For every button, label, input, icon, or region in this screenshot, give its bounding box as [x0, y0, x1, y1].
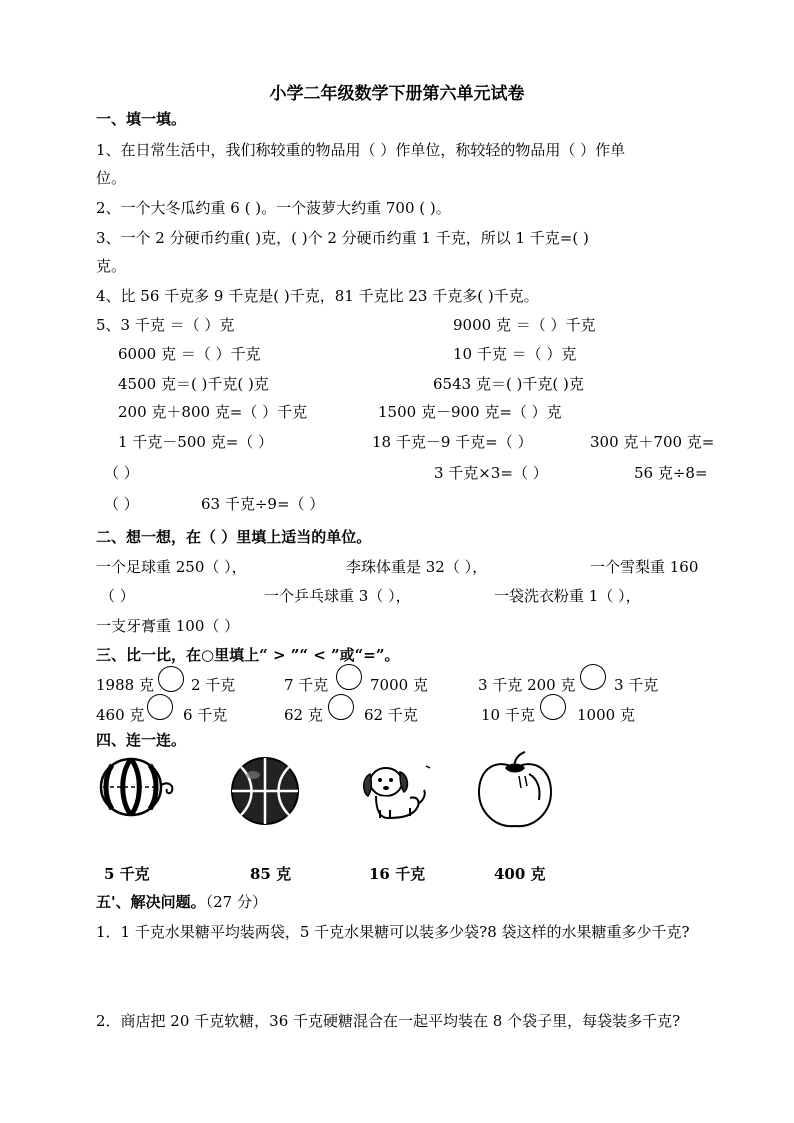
conversion-item: 3 千克×3=（ ） — [434, 464, 548, 482]
conversion-item: （ ） — [104, 464, 139, 482]
unit-question: 一个足球重 250（ ）， — [96, 558, 247, 576]
conversion-item: 6000 克 ＝（ ）千克 — [118, 345, 261, 363]
section-1-heading: 一、填一填。 — [96, 110, 187, 128]
conversion-item: 1 千克－500 克=（ ） — [118, 433, 274, 451]
watermelon-icon[interactable] — [98, 755, 180, 819]
compare-left: 7 千克 — [284, 676, 329, 694]
section-4-heading: 四、连一连。 — [96, 731, 187, 749]
conversion-item: 6543 克＝( )千克( )克 — [433, 375, 584, 393]
compare-circle[interactable] — [328, 694, 354, 720]
compare-left: 3 千克 200 克 — [478, 676, 576, 694]
compare-circle[interactable] — [147, 694, 173, 720]
compare-right: 7000 克 — [370, 676, 428, 694]
puppy-icon[interactable] — [356, 760, 432, 824]
section-5-score: （27 分） — [205, 893, 267, 911]
weight-label: 400 克 — [494, 865, 546, 883]
section-3-heading: 三、比一比，在○里填上“ > ”“ < ”或“=”。 — [96, 646, 400, 664]
compare-left: 1988 克 — [96, 676, 154, 694]
word-problem-2: 2．商店把 20 千克软糖，36 千克硬糖混合在一起平均装在 8 个袋子里，每袋装多千克? — [96, 1012, 681, 1030]
page-title: 小学二年级数学下册第六单元试卷 — [269, 84, 525, 104]
conversion-item: 10 千克 ＝（ ）克 — [453, 345, 577, 363]
compare-right: 62 千克 — [364, 706, 418, 724]
unit-question: 一个乒乓球重 3（ ）， — [264, 587, 411, 605]
unit-question: 一支牙膏重 100（ ） — [96, 617, 240, 635]
conversion-item: 9000 克 ＝（ ）千克 — [453, 316, 596, 334]
unit-question: 一个雪梨重 160 — [590, 558, 699, 576]
question-1-line-1: 1、在日常生活中，我们称较重的物品用（ ）作单位，称较轻的物品用（ ）作单 — [96, 141, 626, 159]
weight-label: 16 千克 — [369, 865, 426, 883]
question-4: 4、比 56 千克多 9 千克是( )千克，81 千克比 23 千克多( )千克。 — [96, 287, 539, 305]
section-5-heading-line — [96, 892, 267, 912]
conversion-item: 18 千克－9 千克=（ ） — [372, 433, 533, 451]
unit-question: 一袋洗衣粉重 1（ ）， — [494, 587, 641, 605]
conversion-item: 300 克＋700 克= — [590, 433, 715, 451]
compare-circle[interactable] — [158, 666, 184, 692]
compare-right: 3 千克 — [614, 676, 659, 694]
compare-right: 2 千克 — [191, 676, 236, 694]
compare-right: 6 千克 — [183, 706, 228, 724]
weight-label: 85 克 — [250, 865, 292, 883]
compare-circle[interactable] — [580, 664, 606, 690]
basketball-icon[interactable] — [229, 755, 301, 827]
conversion-item: （ ） — [104, 495, 139, 513]
conversion-item: 1500 克－900 克=（ ）克 — [378, 403, 562, 421]
compare-circle[interactable] — [540, 694, 566, 720]
conversion-item: 56 克÷8= — [634, 464, 708, 482]
section-2-heading: 二、想一想，在（ ）里填上适当的单位。 — [96, 528, 372, 546]
compare-left: 10 千克 — [481, 706, 535, 724]
question-3-line-1: 3、一个 2 分硬币约重( )克，( )个 2 分硬币约重 1 千克，所以 1 千克=( ) — [96, 229, 589, 247]
section-5-heading: 五'、解决问题。 — [96, 893, 206, 911]
apple-icon[interactable] — [475, 750, 555, 830]
compare-circle[interactable] — [336, 664, 362, 690]
unit-question: 李珠体重是 32（ ）， — [346, 558, 488, 576]
weight-label: 5 千克 — [104, 865, 150, 883]
conversion-item: 200 克＋800 克=（ ）千克 — [118, 403, 308, 421]
conversion-item: 63 千克÷9=（ ） — [201, 495, 325, 513]
question-3-line-2: 克。 — [96, 257, 127, 275]
question-2: 2、一个大冬瓜约重 6 ( )。一个菠萝大约重 700 ( )。 — [96, 199, 451, 217]
compare-left: 460 克 — [96, 706, 145, 724]
compare-left: 62 克 — [284, 706, 323, 724]
word-problem-1: 1．1 千克水果糖平均装两袋，5 千克水果糖可以装多少袋?8 袋这样的水果糖重多少千克? — [96, 923, 690, 941]
unit-question: （ ） — [100, 587, 135, 605]
compare-right: 1000 克 — [577, 706, 635, 724]
conversion-item: 4500 克＝( )千克( )克 — [118, 375, 269, 393]
conversion-item: 5、3 千克 ＝（ ）克 — [96, 316, 235, 334]
question-1-line-2: 位。 — [96, 169, 127, 187]
